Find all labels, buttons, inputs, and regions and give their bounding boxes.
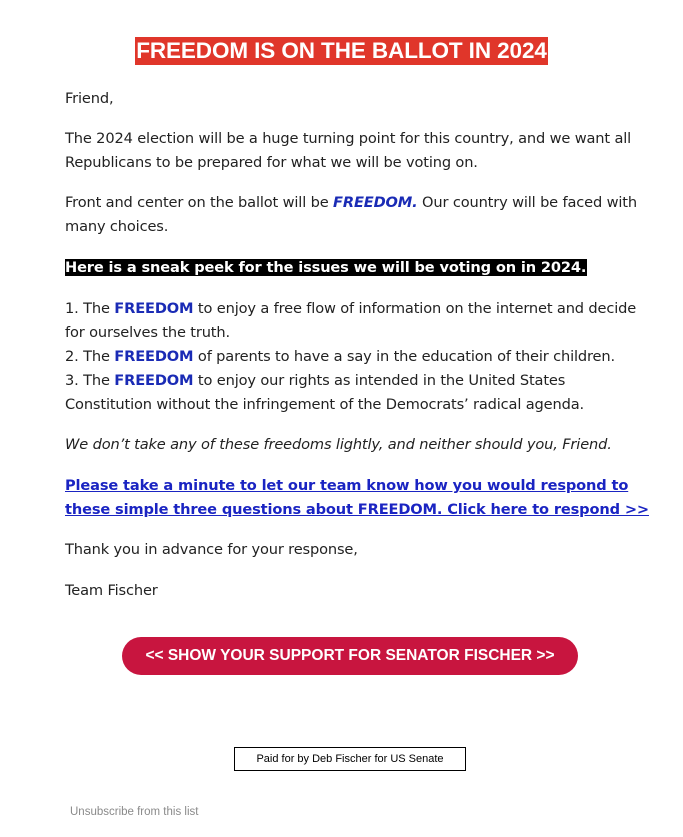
support-senator-button[interactable]: << SHOW YOUR SUPPORT FOR SENATOR FISCHER >> <box>122 637 578 675</box>
issue-prefix: 3. The <box>65 372 115 389</box>
signature: Team Fischer <box>65 582 158 599</box>
issues-list <box>65 297 650 417</box>
issue-keyword: FREEDOM <box>114 372 194 389</box>
issue-text: of parents to have a say in the education of their children. <box>193 348 615 365</box>
freedoms-lightly: We don’t take any of these freedoms lightly, and neither should you, Friend. <box>65 436 612 453</box>
unsubscribe-link[interactable]: Unsubscribe from this list <box>70 806 199 818</box>
headline: FREEDOM IS ON THE BALLOT IN 2024 <box>136 38 547 63</box>
issue-keyword: FREEDOM <box>114 348 194 365</box>
freedom-emphasis: FREEDOM. <box>333 194 418 211</box>
issue-prefix: 2. The <box>65 348 115 365</box>
front-center-after: Our country will be faced with many choices. <box>65 194 637 235</box>
paid-for-disclaimer: Paid for by Deb Fischer for US Senate <box>234 747 466 771</box>
issue-text: to enjoy our rights as intended in the United States Constitution without the infringement of the Democrats’ radical agenda. <box>65 372 584 413</box>
issue-item <box>65 297 650 345</box>
respond-link[interactable]: Please take a minute to let our team know how you would respond to these simple three questions about FREEDOM. Click here to respond >> <box>65 477 649 518</box>
front-center-paragraph <box>65 191 650 239</box>
issue-text: to enjoy a free flow of information on the internet and decide for ourselves the truth. <box>65 300 637 341</box>
intro-paragraph: The 2024 election will be a huge turning point for this country, and we want all Republicans to be prepared for what we will be voting on. <box>65 130 632 171</box>
greeting: Friend, <box>65 90 114 107</box>
issue-keyword: FREEDOM <box>114 300 194 317</box>
respond-paragraph <box>65 474 650 522</box>
headline-wrapper <box>0 37 683 65</box>
thanks-line: Thank you in advance for your response, <box>65 541 358 558</box>
issue-item <box>65 345 650 369</box>
issue-prefix: 1. The <box>65 300 115 317</box>
front-center-before: Front and center on the ballot will be <box>65 194 334 211</box>
sneak-peek-line <box>65 256 650 280</box>
issue-item <box>65 369 650 417</box>
sneak-peek-highlight: Here is a sneak peek for the issues we will be voting on in 2024. <box>65 259 587 276</box>
